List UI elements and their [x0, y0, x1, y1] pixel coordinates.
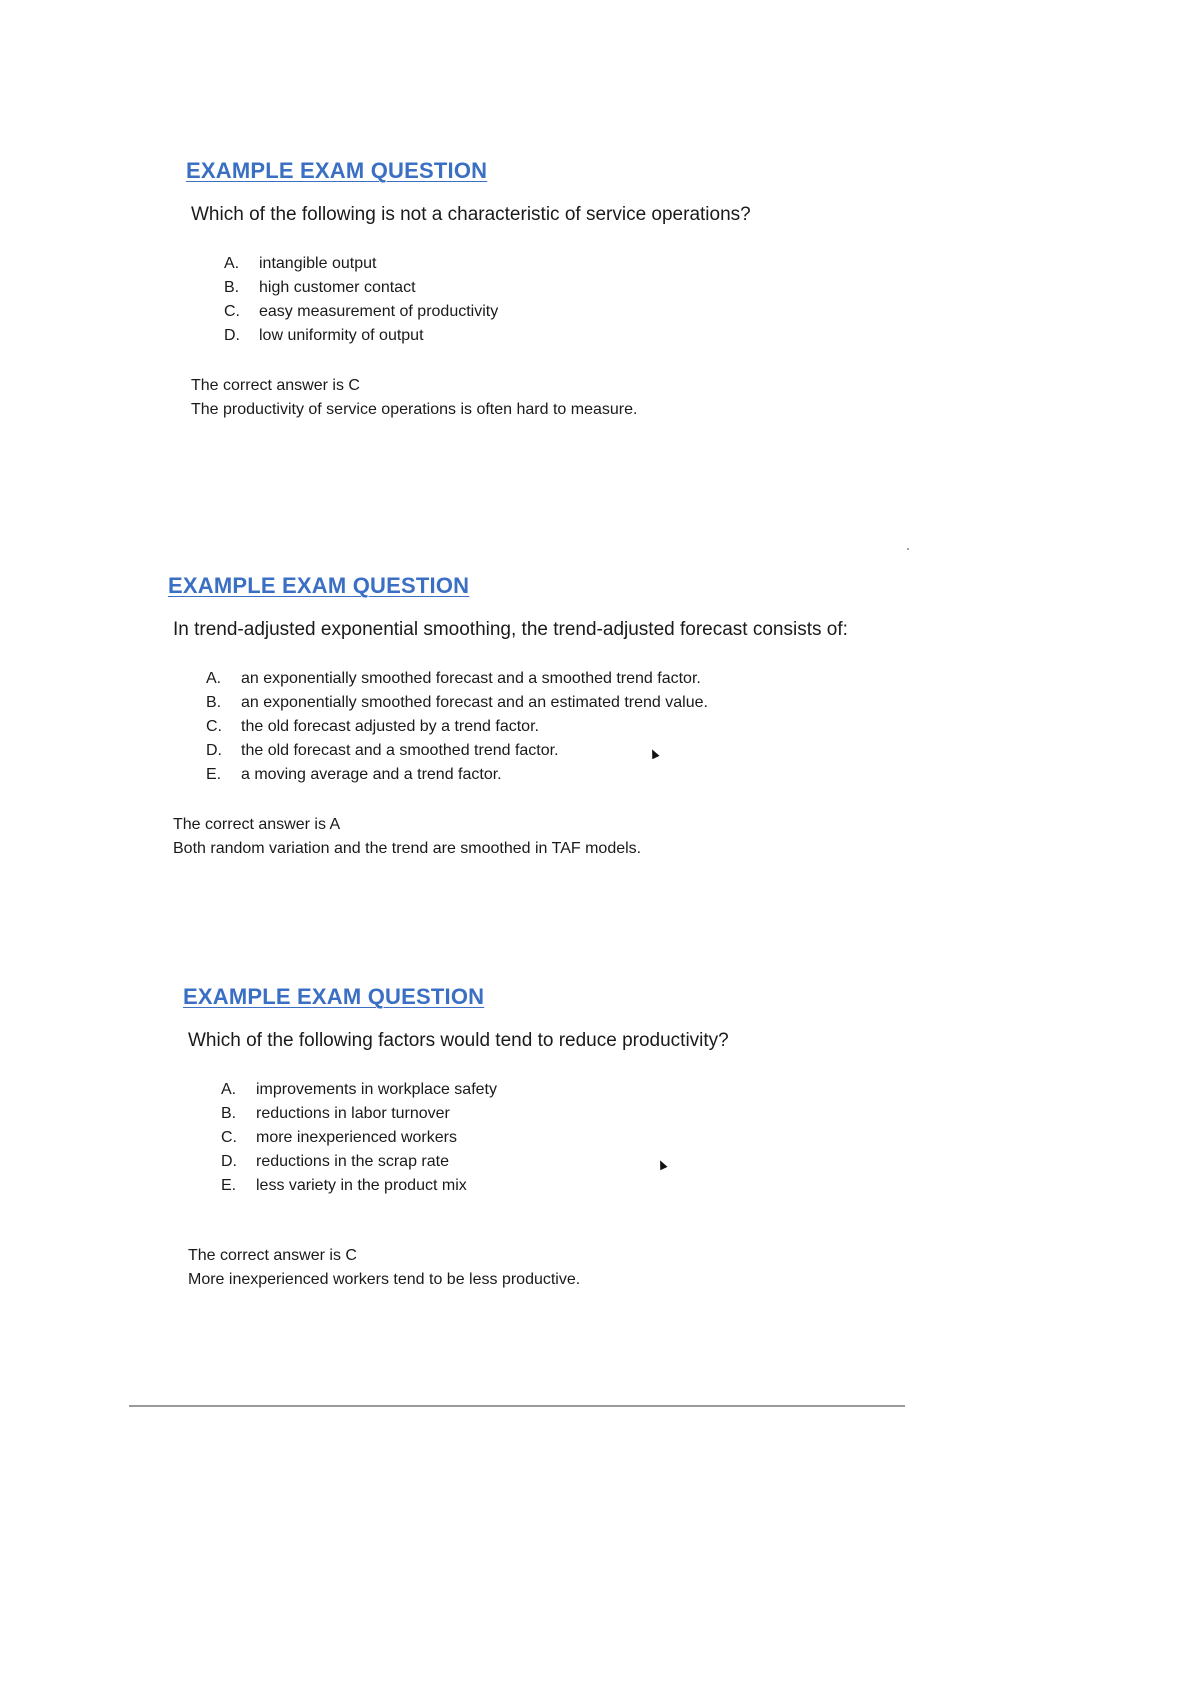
option-item	[206, 715, 848, 739]
option-text: high customer contact	[259, 279, 416, 296]
option-letter: D.	[224, 327, 240, 344]
option-item	[224, 324, 751, 348]
correct-answer: The correct answer is C	[188, 1247, 357, 1264]
question-block-3	[183, 984, 729, 1292]
option-text: reductions in labor turnover	[256, 1105, 450, 1122]
option-text: the old forecast adjusted by a trend factor.	[241, 718, 539, 735]
option-text: intangible output	[259, 255, 377, 272]
option-text: reductions in the scrap rate	[256, 1153, 449, 1170]
option-item	[206, 691, 848, 715]
answer-section	[191, 374, 751, 422]
option-item	[224, 276, 751, 300]
option-item	[221, 1150, 729, 1174]
option-item	[221, 1174, 729, 1198]
options-list	[224, 252, 751, 348]
page-speck	[907, 548, 909, 550]
option-letter: D.	[206, 742, 222, 759]
option-text: an exponentially smoothed forecast and a smoothed trend factor.	[241, 670, 701, 687]
section-title-link[interactable]: EXAMPLE EXAM QUESTION	[168, 573, 470, 598]
option-letter: D.	[221, 1153, 237, 1170]
option-item	[224, 300, 751, 324]
option-letter: C.	[224, 303, 240, 320]
answer-section	[188, 1244, 729, 1292]
option-text: low uniformity of output	[259, 327, 424, 344]
option-text: a moving average and a trend factor.	[241, 766, 502, 783]
option-letter: B.	[221, 1105, 237, 1122]
option-item	[224, 252, 751, 276]
question-text: In trend-adjusted exponential smoothing, the trend-adjusted forecast consists of:	[173, 619, 848, 640]
page-divider	[129, 1405, 905, 1407]
option-letter: A.	[224, 255, 240, 272]
answer-explanation: Both random variation and the trend are smoothed in TAF models.	[173, 840, 642, 857]
question-block-1	[186, 158, 751, 422]
answer-explanation: The productivity of service operations is often hard to measure.	[191, 401, 638, 418]
option-item	[221, 1078, 729, 1102]
correct-answer: The correct answer is A	[173, 816, 341, 833]
option-item	[206, 739, 848, 763]
correct-answer: The correct answer is C	[191, 377, 360, 394]
option-text: less variety in the product mix	[256, 1177, 467, 1194]
option-text: improvements in workplace safety	[256, 1081, 497, 1098]
option-item	[221, 1126, 729, 1150]
options-list	[206, 667, 848, 787]
option-letter: C.	[221, 1129, 237, 1146]
answer-section	[173, 813, 848, 861]
question-text: Which of the following factors would tend to reduce productivity?	[188, 1030, 729, 1051]
option-text: the old forecast and a smoothed trend factor.	[241, 742, 559, 759]
option-letter: B.	[224, 279, 240, 296]
option-item	[206, 763, 848, 787]
option-letter: E.	[206, 766, 222, 783]
option-text: easy measurement of productivity	[259, 303, 499, 320]
option-text: more inexperienced workers	[256, 1129, 457, 1146]
option-letter: C.	[206, 718, 222, 735]
option-letter: B.	[206, 694, 222, 711]
option-text: an exponentially smoothed forecast and an estimated trend value.	[241, 694, 708, 711]
section-title-link[interactable]: EXAMPLE EXAM QUESTION	[183, 984, 485, 1009]
option-letter: E.	[221, 1177, 237, 1194]
option-letter: A.	[221, 1081, 237, 1098]
question-block-2	[168, 573, 848, 861]
option-item	[206, 667, 848, 691]
question-text: Which of the following is not a characteristic of service operations?	[191, 204, 751, 225]
answer-explanation: More inexperienced workers tend to be less productive.	[188, 1271, 581, 1288]
option-letter: A.	[206, 670, 222, 687]
section-title-link[interactable]: EXAMPLE EXAM QUESTION	[186, 158, 488, 183]
options-list	[221, 1078, 729, 1198]
option-item	[221, 1102, 729, 1126]
